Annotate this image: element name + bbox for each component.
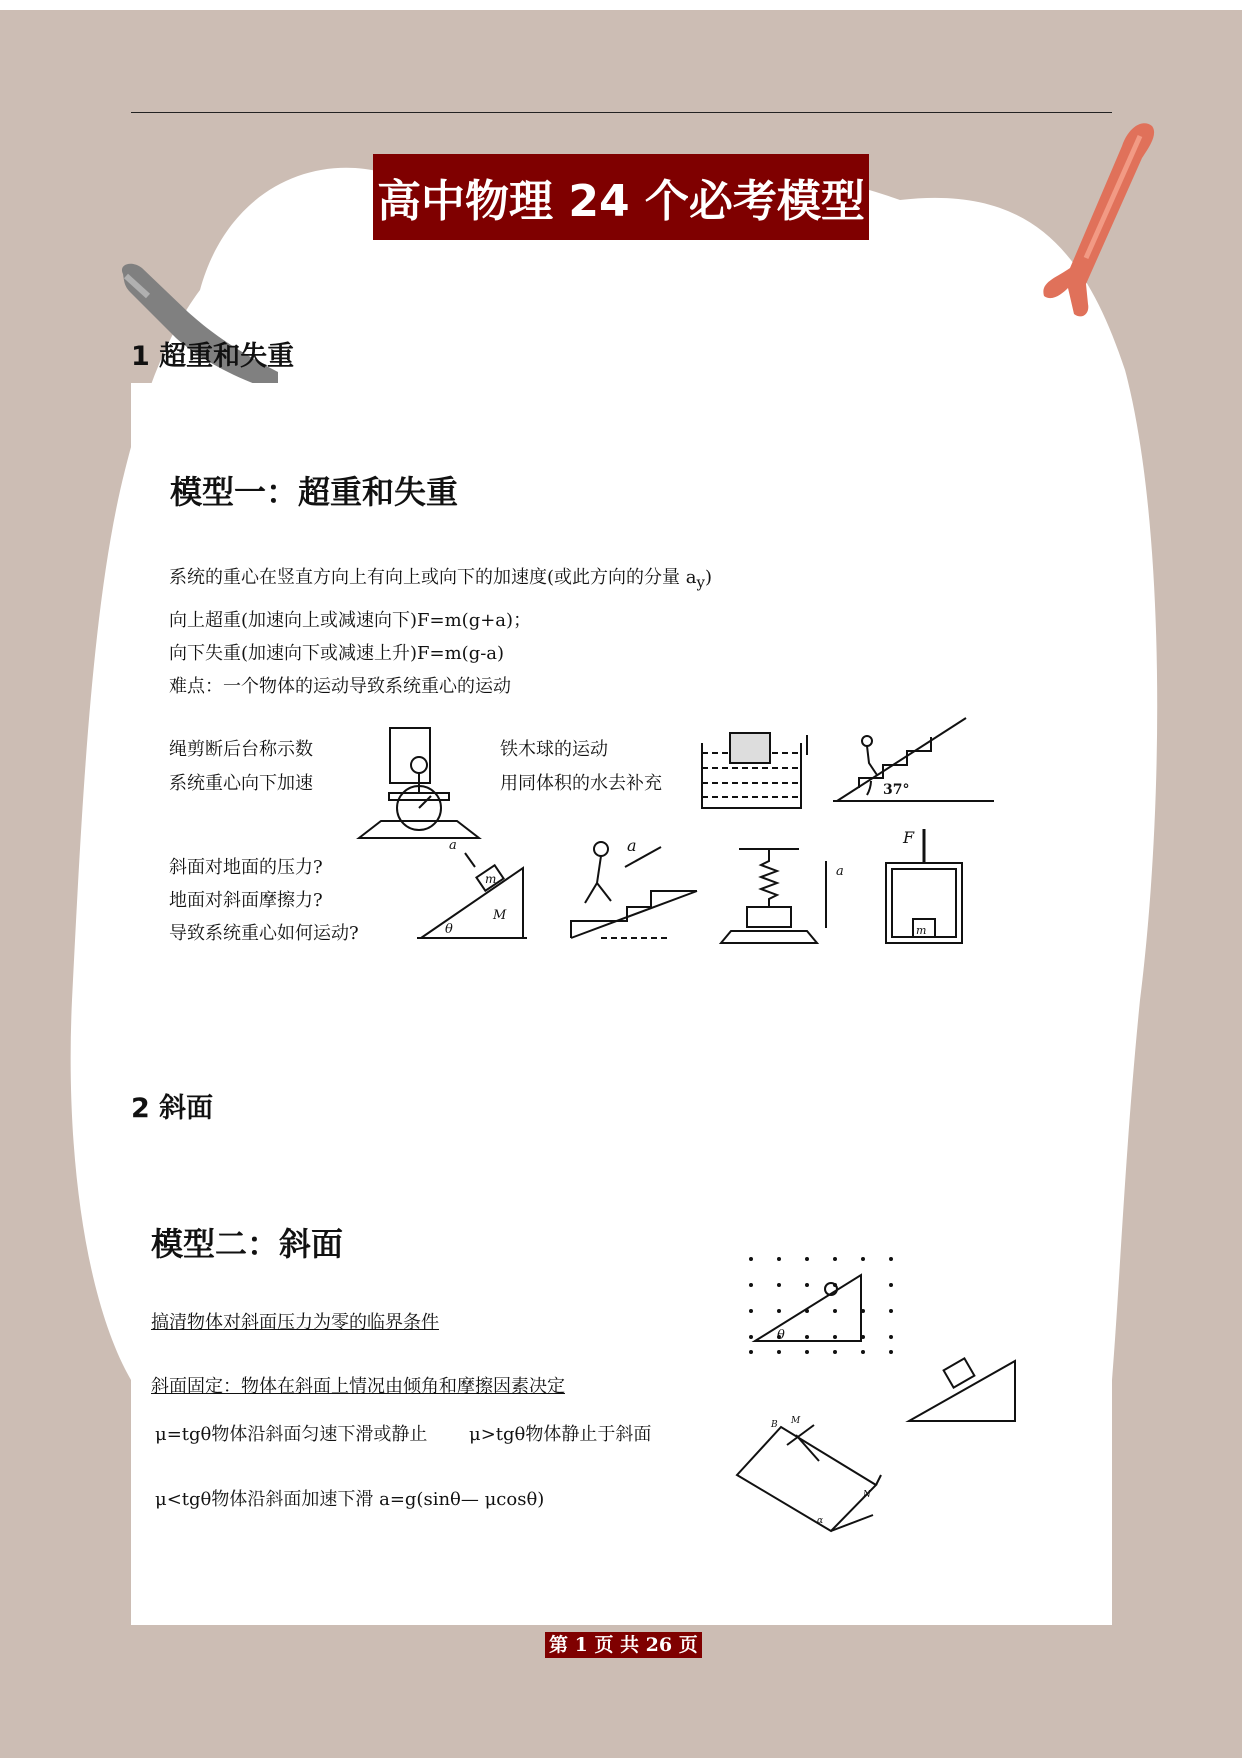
model-one-panel bbox=[131, 383, 1112, 1013]
mass-M-label: M bbox=[493, 908, 507, 923]
spring-figure bbox=[721, 849, 844, 943]
model-two-line-3b: μ>tgθ物体静止于斜面 bbox=[469, 1424, 652, 1445]
wedge-figure bbox=[417, 838, 527, 938]
theta-label: θ bbox=[445, 922, 453, 937]
note-incline-pressure: 斜面对地面的压力? bbox=[169, 857, 323, 878]
model-two-panel bbox=[131, 1165, 1112, 1625]
person-accel-label: a bbox=[627, 836, 637, 855]
label-N: N bbox=[863, 1490, 871, 1500]
note-center-motion: 导致系统重心如何运动? bbox=[169, 923, 359, 944]
label-M: M bbox=[791, 1416, 801, 1426]
force-F-label: F bbox=[903, 828, 915, 847]
note-ground-friction: 地面对斜面摩擦力? bbox=[169, 890, 323, 911]
mass-m-label: m bbox=[485, 872, 497, 886]
incline-theta-label: θ bbox=[777, 1328, 785, 1343]
twig-decoration bbox=[1030, 118, 1160, 328]
section-heading-2: 2 斜面 bbox=[131, 1093, 214, 1124]
label-alpha: α bbox=[817, 1516, 824, 1526]
model-two-figures bbox=[131, 1165, 1112, 1625]
model-two-line-4: μ<tgθ物体沿斜面加速下滑 a=g(sinθ— μcosθ) bbox=[155, 1489, 545, 1510]
stairs-figure bbox=[833, 718, 994, 801]
model-one-line-1: 系统的重心在竖直方向上有向上或向下的加速度(或此方向的分量 $a_y$) bbox=[169, 567, 712, 592]
header-rule bbox=[131, 112, 1112, 113]
note-rope-cut: 绳剪断后台称示数 bbox=[169, 739, 313, 760]
rail-figure bbox=[737, 1416, 881, 1531]
label-B: B bbox=[771, 1420, 778, 1430]
person-stairs-figure bbox=[571, 836, 697, 938]
accel-label: a bbox=[449, 838, 457, 853]
model-two-line-2: 斜面固定：物体在斜面上情况由倾角和摩擦因素决定 bbox=[151, 1376, 565, 1397]
page-footer: 第 1 页 共 26 页 bbox=[545, 1632, 702, 1658]
elevator-figure bbox=[886, 828, 962, 943]
model-two-line-3a: μ=tgθ物体沿斜面匀速下滑或静止 bbox=[155, 1424, 428, 1445]
note-system-center: 系统重心向下加速 bbox=[169, 773, 313, 794]
model-one-line-2: 向上超重(加速向上或减速向下)F=m(g+a)； bbox=[169, 610, 532, 631]
scale-figure bbox=[359, 728, 479, 838]
note-water-fill: 用同体积的水去补充 bbox=[500, 773, 662, 794]
model-one-line-3: 向下失重(加速向下或减速上升)F=m(g-a) bbox=[169, 643, 505, 664]
section-heading-1: 1 超重和失重 bbox=[131, 341, 295, 372]
note-iron-wood-ball: 铁木球的运动 bbox=[500, 739, 608, 760]
angle-label: 37° bbox=[883, 782, 910, 798]
block-on-incline bbox=[909, 1358, 1015, 1421]
water-tank-figure bbox=[702, 733, 807, 808]
document-title: 高中物理 24 个必考模型 bbox=[373, 154, 869, 240]
magnetic-field-incline bbox=[749, 1257, 893, 1354]
model-two-line-1: 搞清物体对斜面压力为零的临界条件 bbox=[151, 1312, 439, 1333]
model-one-title: 模型一：超重和失重 bbox=[170, 473, 459, 511]
spring-accel-label: a bbox=[836, 864, 844, 879]
model-two-title: 模型二：斜面 bbox=[151, 1225, 344, 1263]
box-m-label: m bbox=[916, 924, 927, 937]
model-one-line-4: 难点：一个物体的运动导致系统重心的运动 bbox=[169, 676, 511, 697]
model-one-figures bbox=[131, 383, 1112, 1013]
